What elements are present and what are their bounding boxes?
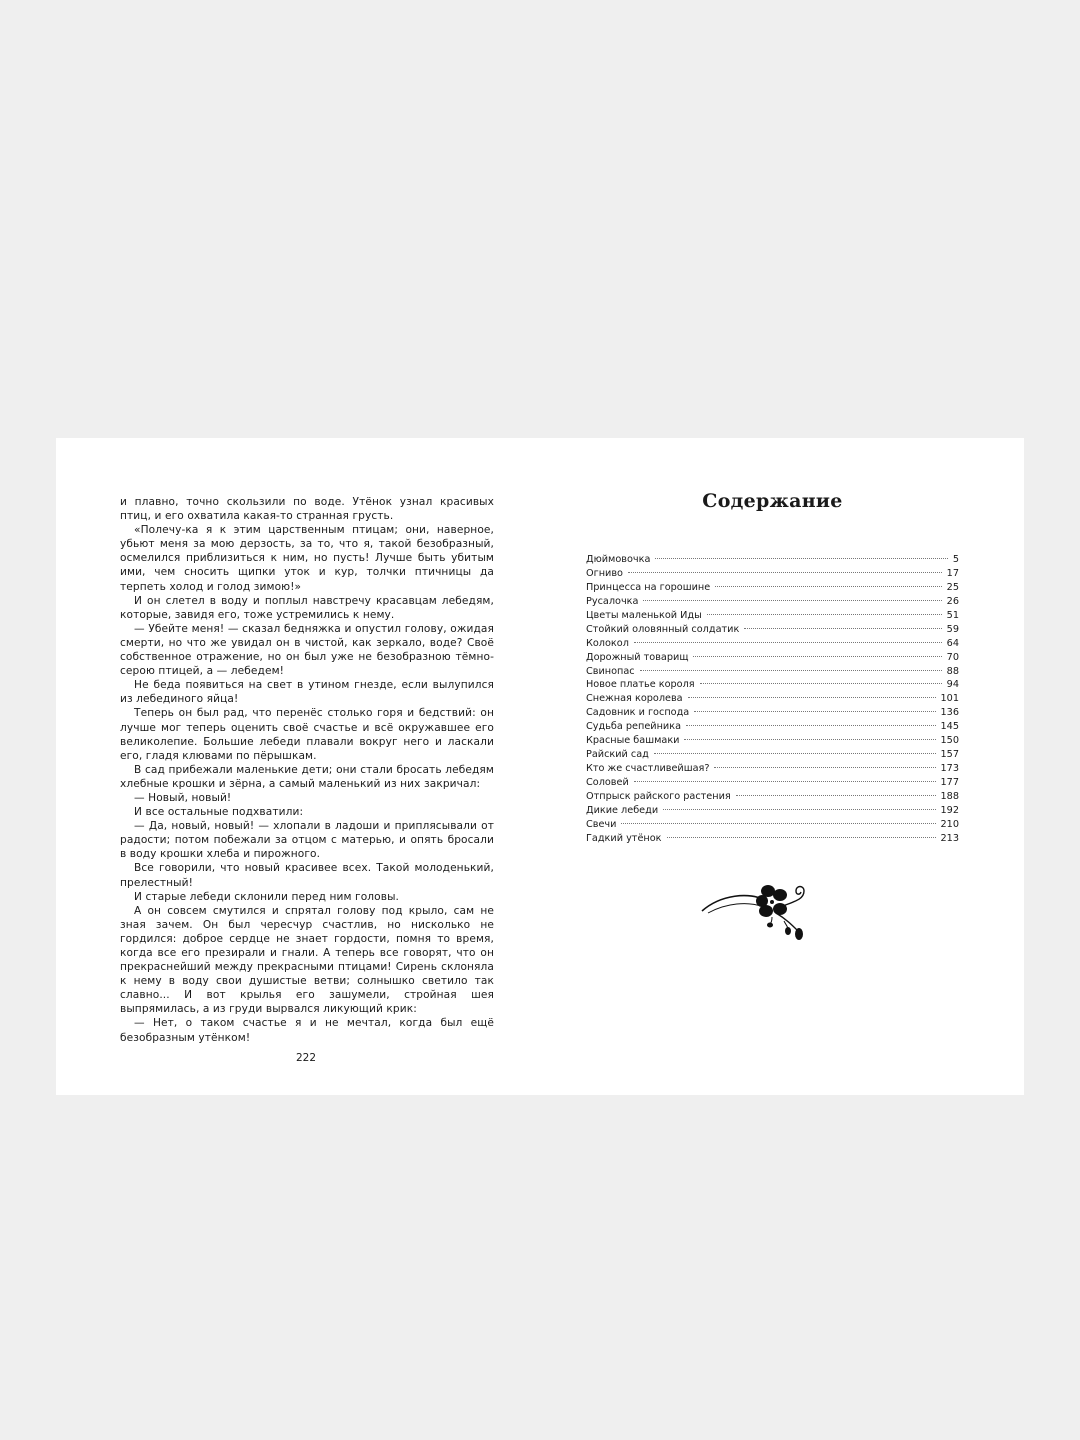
toc-entry-page: 157	[940, 749, 959, 761]
toc-leader	[628, 572, 942, 573]
toc-leader	[700, 683, 942, 684]
toc-entry-page: 210	[940, 818, 959, 830]
toc-entry[interactable]	[586, 832, 959, 846]
toc-entry[interactable]	[586, 734, 959, 748]
paragraph: «Полечу-ка я к этим царственным птицам; они, наверное, убьют меня за мою дерзость, за то, что я, такой безобразный, осмелился приблизиться к ним, но пусть! Лучше быть убитым ими, чем сносить щипки уток и кур, толчки птичницы да терпеть холод и голод зимою!»	[120, 524, 494, 593]
toc-entry-title: Садовник и господа	[586, 707, 690, 719]
toc-leader	[667, 837, 936, 838]
toc-leader	[654, 753, 936, 754]
toc-entry-page: 64	[946, 637, 959, 649]
toc-entry-page: 188	[940, 790, 959, 802]
toc-entry-page: 51	[946, 609, 959, 621]
toc-leader	[686, 725, 935, 726]
toc-leader	[655, 558, 947, 559]
toc-entry-page: 101	[940, 693, 959, 705]
toc-entry-page: 26	[946, 595, 959, 607]
toc-entry[interactable]	[586, 623, 959, 637]
toc-leader	[693, 656, 941, 657]
paragraph: В сад прибежали маленькие дети; они стали бросать лебедям хлебные крошки и зёрна, а самый маленький из них закричал:	[120, 763, 494, 790]
toc-entry-title: Русалочка	[586, 595, 639, 607]
toc-entry-title: Соловей	[586, 777, 629, 788]
toc-entry-page: 94	[946, 679, 959, 691]
toc-leader	[634, 642, 942, 643]
toc-entry[interactable]	[586, 748, 959, 762]
paragraph: Все говорили, что новый красивее всех. Такой молоденький, прелестный!	[120, 862, 494, 889]
toc-entry[interactable]	[586, 553, 959, 567]
toc-leader	[744, 628, 941, 629]
paragraph: И старые лебеди склонили перед ним головы.	[134, 890, 400, 903]
book-spread	[56, 438, 1024, 1095]
toc-entry-title: Дюймовочка	[586, 554, 651, 565]
paragraph: — Да, новый, новый! — хлопали в ладоши и приплясывали от радости; потом побежали за отцом с матерью, и опять бросали в воду крошки хлеба и пирожного.	[120, 820, 494, 861]
toc-entry-title: Принцесса на горошине	[586, 581, 711, 593]
toc-entry[interactable]	[586, 595, 959, 609]
floral-ornament-icon	[700, 881, 812, 943]
toc-entry-page: 88	[946, 665, 959, 677]
toc-entry-page: 5	[952, 554, 959, 565]
toc-leader	[714, 767, 935, 768]
toc-leader	[684, 739, 935, 740]
toc-list	[586, 553, 959, 846]
toc-entry[interactable]	[586, 804, 959, 818]
toc-leader	[736, 795, 936, 796]
toc-entry-page: 70	[946, 651, 959, 663]
right-page	[586, 490, 959, 846]
toc-entry-title: Свечи	[586, 818, 617, 830]
toc-leader	[663, 809, 935, 810]
toc-entry-page: 150	[940, 735, 959, 747]
toc-entry-title: Стойкий оловянный солдатик	[586, 623, 740, 635]
toc-entry[interactable]	[586, 776, 959, 790]
toc-entry[interactable]	[586, 609, 959, 623]
toc-entry-page: 17	[946, 567, 959, 579]
toc-entry-title: Дикие лебеди	[586, 804, 659, 816]
toc-entry[interactable]	[586, 706, 959, 720]
toc-leader	[643, 600, 941, 601]
toc-entry-title: Красные башмаки	[586, 735, 680, 747]
toc-leader	[640, 670, 942, 671]
toc-entry-title: Райский сад	[586, 749, 649, 761]
toc-entry[interactable]	[586, 790, 959, 804]
toc-leader	[694, 711, 935, 712]
toc-entry[interactable]	[586, 651, 959, 665]
toc-entry[interactable]	[586, 818, 959, 832]
toc-entry-page: 59	[946, 623, 959, 635]
toc-leader	[715, 586, 941, 587]
paragraph: Теперь он был рад, что перенёс столько горя и бедствий: он лучше мог теперь оценить своё счастье и всё окружавшее его великолепие. Большие лебеди плавали вокруг него и ласкали его, гладя клювами по пёрышкам.	[120, 707, 494, 762]
toc-leader	[621, 823, 935, 824]
toc-entry-title: Кто же счастливейшая?	[586, 763, 710, 775]
toc-entry[interactable]	[586, 678, 959, 692]
toc-entry-title: Цветы маленькой Иды	[586, 609, 702, 621]
left-page	[120, 495, 494, 1045]
toc-entry[interactable]	[586, 637, 959, 651]
paragraph: — Убейте меня! — сказал бедняжка и опустил голову, ожидая смерти, но что же увидал он в чистой, как зеркало, воде? Своё собственное отражение, но он был уже не безобразною тёмно-серою птицей, а — лебедем!	[120, 622, 494, 678]
paragraph: И все остальные подхватили:	[134, 806, 304, 819]
toc-entry-title: Дорожный товарищ	[586, 651, 689, 663]
paragraph: Не беда появиться на свет в утином гнезде, если вылупился из лебединого яйца!	[120, 679, 494, 706]
toc-entry[interactable]	[586, 720, 959, 734]
toc-entry-page: 25	[946, 581, 959, 593]
toc-entry-title: Свинопас	[586, 665, 635, 677]
toc-entry[interactable]	[586, 692, 959, 706]
paragraph: — Нет, о таком счастье я и не мечтал, когда был ещё безобразным утёнком!	[120, 1017, 494, 1044]
paragraph: А он совсем смутился и спрятал голову под крыло, сам не зная зачем. Он был чересчур счастлив, но нисколько не гордился: доброе сердце не знает гордости, помня то время, когда все его презирали и гнали. А теперь все говорят, что он прекраснейший между прекрасными птицами! Сирень склоняла к нему в воду свои душистые ветви; солнышко светило так славно... И вот крылья его зашумели, стройная шея выпрямилась, а из груди вырвался ликующий крик:	[120, 904, 494, 1016]
page-number: 222	[295, 1052, 317, 1064]
toc-leader	[634, 781, 936, 782]
toc-entry[interactable]	[586, 567, 959, 581]
toc-entry-page: 145	[940, 721, 959, 733]
toc-title: Содержание	[702, 490, 843, 512]
toc-entry[interactable]	[586, 581, 959, 595]
toc-entry-title: Гадкий утёнок	[586, 832, 662, 844]
toc-entry[interactable]	[586, 665, 959, 679]
toc-entry-page: 192	[940, 804, 959, 816]
toc-entry-page: 173	[940, 763, 959, 775]
toc-entry-title: Огниво	[586, 567, 623, 579]
paragraph: — Новый, новый!	[134, 791, 232, 804]
toc-entry-page: 136	[940, 707, 959, 719]
toc-entry-title: Колокол	[586, 637, 629, 649]
toc-entry-title: Отпрыск райского растения	[586, 790, 731, 802]
paragraph: И он слетел в воду и поплыл навстречу красавцам лебедям, которые, завидя его, тоже устремились к нему.	[120, 594, 494, 621]
toc-entry-page: 213	[940, 832, 959, 844]
toc-entry-title: Новое платье короля	[586, 679, 695, 691]
toc-leader	[707, 614, 942, 615]
toc-entry-page: 177	[940, 777, 959, 788]
toc-entry[interactable]	[586, 762, 959, 776]
paragraph: и плавно, точно скользили по воде. Утёнок узнал красивых птиц, и его охватила какая-то странная грусть.	[120, 496, 494, 523]
toc-leader	[688, 697, 936, 698]
toc-entry-title: Снежная королева	[586, 693, 683, 705]
toc-entry-title: Судьба репейника	[586, 721, 682, 733]
